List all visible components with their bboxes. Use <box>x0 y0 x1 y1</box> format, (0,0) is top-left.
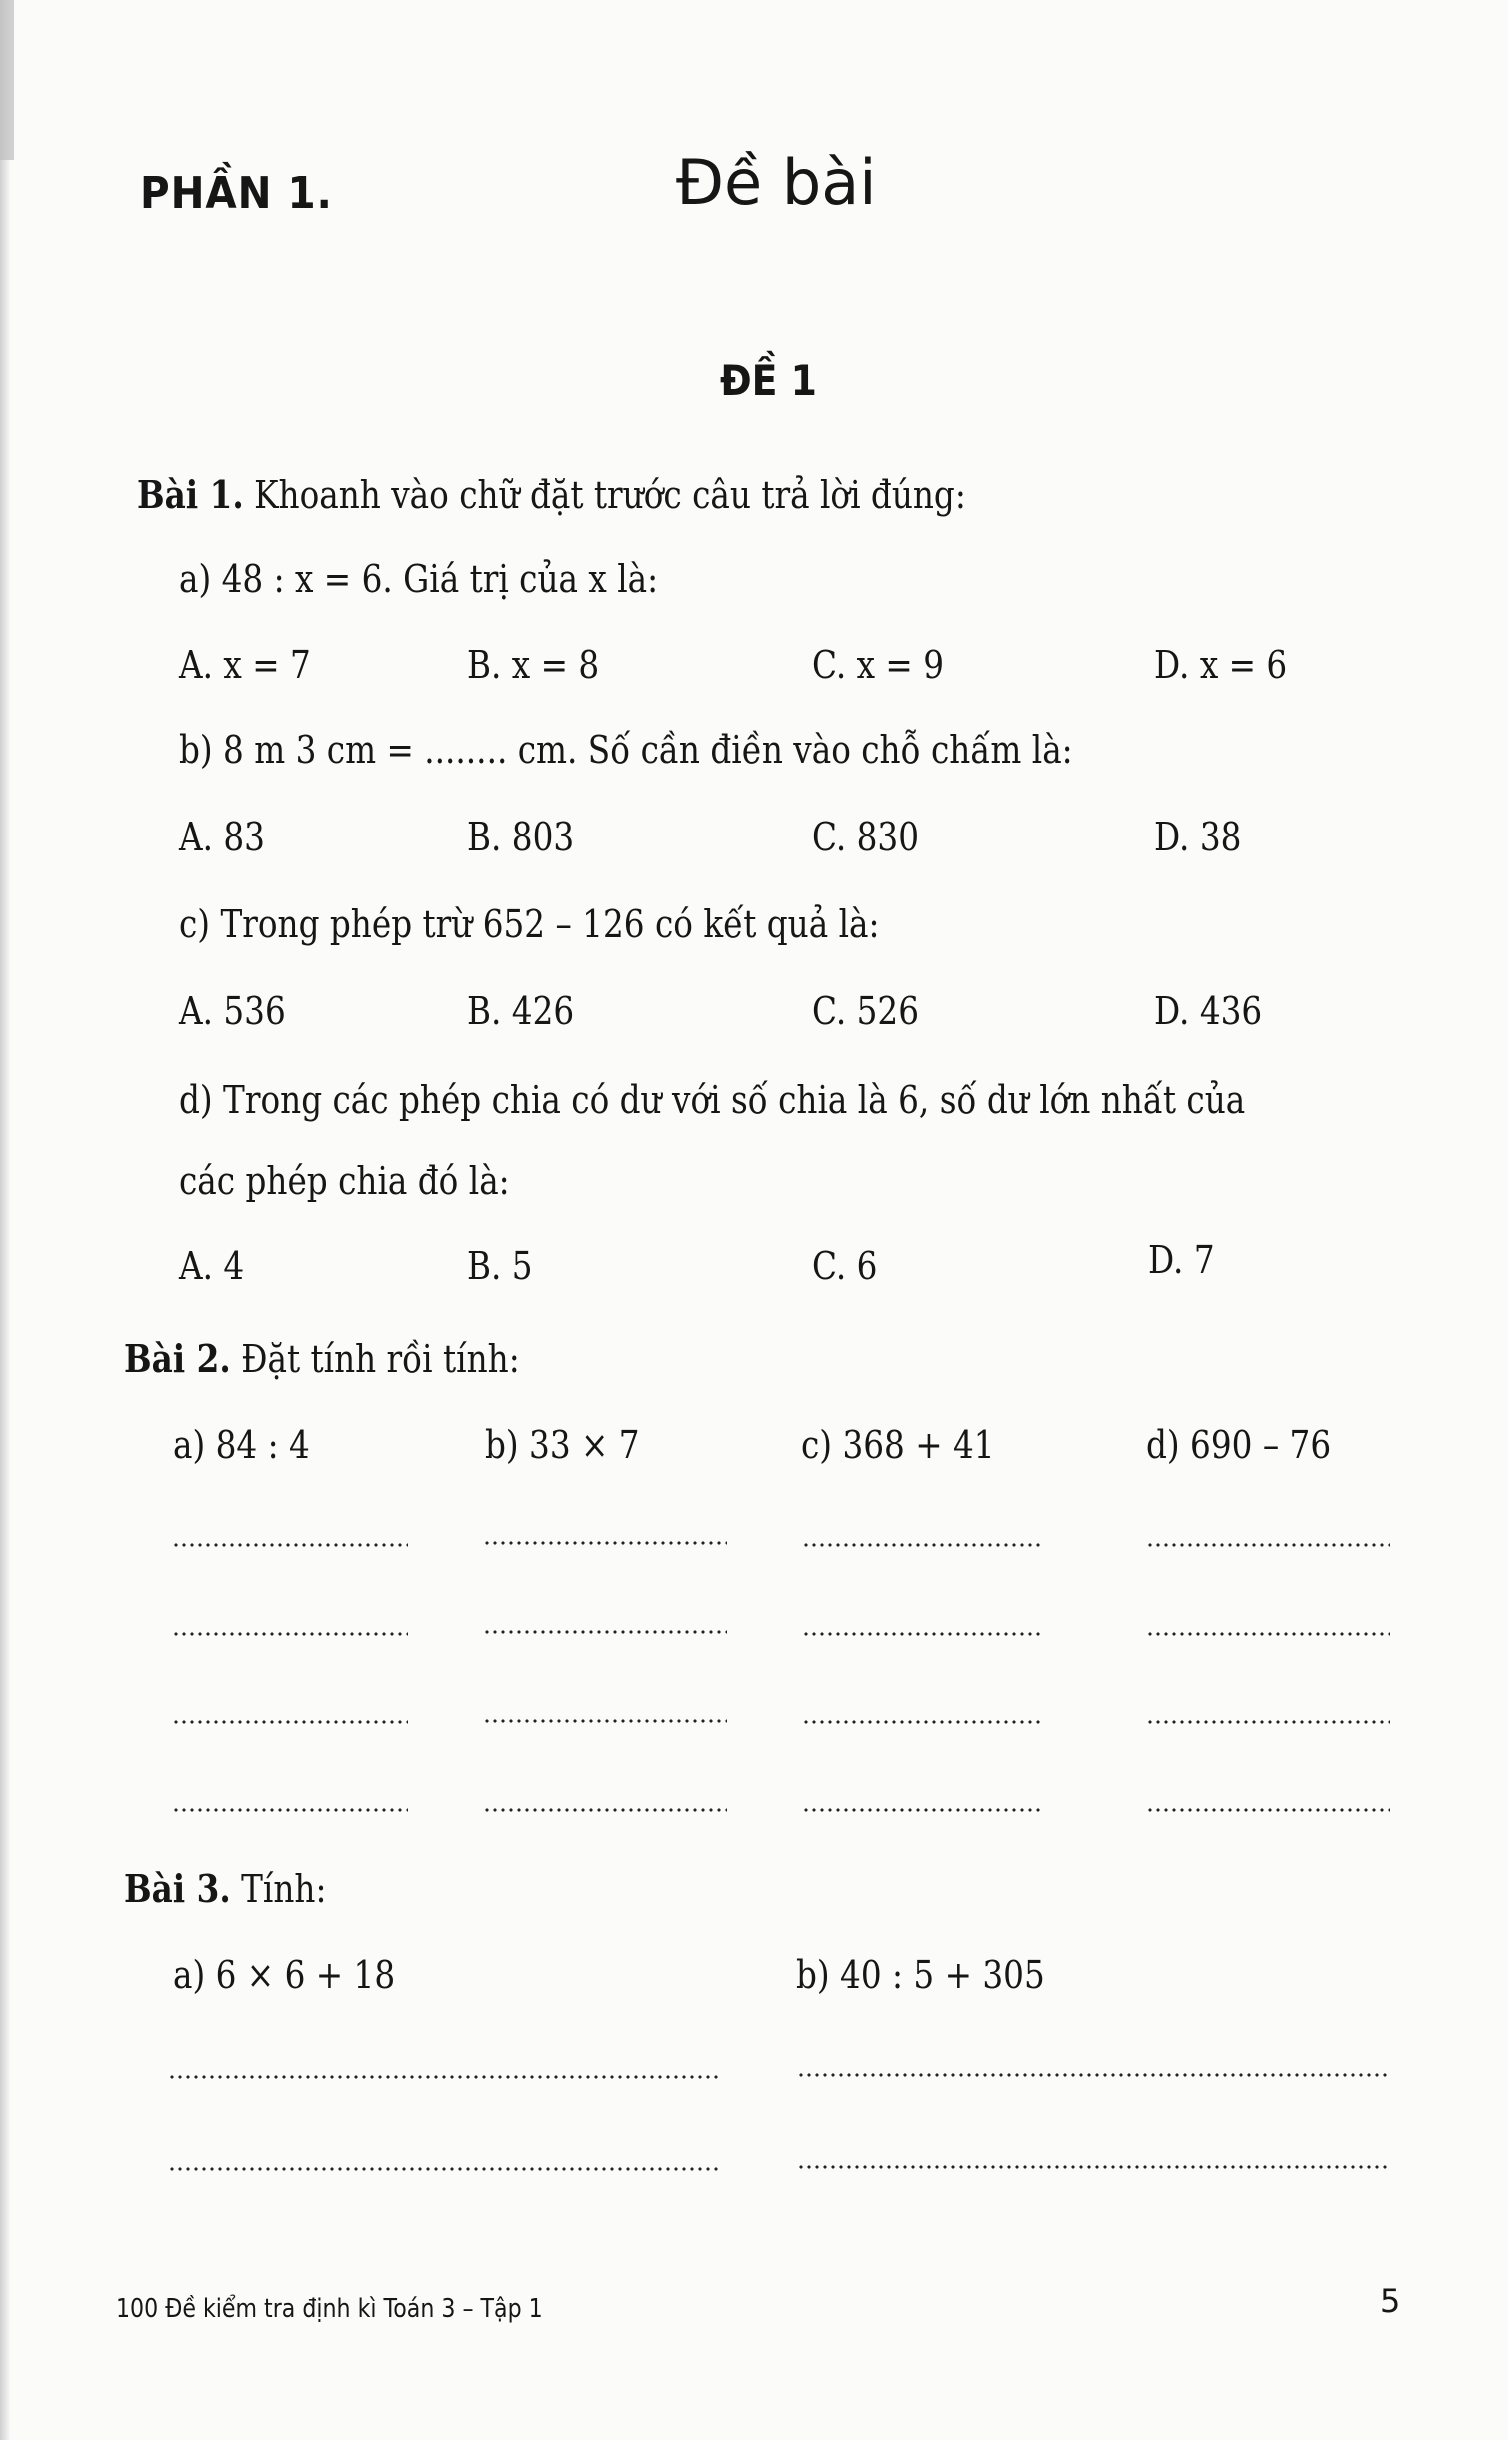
question-d: d) Trong các phép chia có dư với số chia là 6, số dư lớn nhất của <box>179 1078 1246 1122</box>
answer-line[interactable] <box>802 1632 1040 1636</box>
page-number: 5 <box>1380 2282 1401 2320</box>
part-label: PHẦN 1. <box>140 168 333 219</box>
answer-line[interactable] <box>172 1808 408 1812</box>
answer-line[interactable] <box>802 1720 1040 1724</box>
page-edge-shadow <box>0 0 14 160</box>
question-b: b) 8 m 3 cm = ........ cm. Số cần điền vào chỗ chấm là: <box>179 728 1073 772</box>
bai2-item-c: c) 368 + 41 <box>801 1423 995 1467</box>
answer-line[interactable] <box>1146 1543 1390 1547</box>
option-d-A[interactable]: A. 4 <box>179 1244 245 1288</box>
book-title-footer: 100 Đề kiểm tra định kì Toán 3 – Tập 1 <box>116 2294 543 2324</box>
option-c-D[interactable]: D. 436 <box>1154 989 1263 1033</box>
bai2-heading-line <box>124 1336 520 1381</box>
bai3-instruction: Tính: <box>241 1867 327 1911</box>
option-a-C[interactable]: C. x = 9 <box>812 643 944 687</box>
bai3-item-b: b) 40 : 5 + 305 <box>796 1953 1045 1997</box>
answer-line[interactable] <box>172 1543 408 1547</box>
answer-line[interactable] <box>1146 1720 1390 1724</box>
part-title: Đề bài <box>676 146 877 219</box>
answer-line[interactable] <box>802 1543 1040 1547</box>
option-a-D[interactable]: D. x = 6 <box>1154 643 1288 687</box>
option-d-C[interactable]: C. 6 <box>812 1244 878 1288</box>
option-b-C[interactable]: C. 830 <box>812 815 920 859</box>
option-d-D[interactable]: D. 7 <box>1148 1238 1215 1282</box>
option-b-A[interactable]: A. 83 <box>179 815 265 859</box>
answer-line[interactable] <box>172 1632 408 1636</box>
answer-line[interactable] <box>172 1720 408 1724</box>
option-b-D[interactable]: D. 38 <box>1154 815 1242 859</box>
bai2-item-a: a) 84 : 4 <box>173 1423 310 1467</box>
question-c: c) Trong phép trừ 652 – 126 có kết quả là: <box>179 902 880 946</box>
bai1-heading: Bài 1. <box>137 472 244 517</box>
answer-line[interactable] <box>483 1630 727 1634</box>
bai2-item-d: d) 690 – 76 <box>1146 1423 1332 1467</box>
option-d-B[interactable]: B. 5 <box>467 1244 533 1288</box>
option-a-A[interactable]: A. x = 7 <box>179 643 311 687</box>
bai2-heading: Bài 2. <box>124 1336 231 1381</box>
answer-line[interactable] <box>797 2165 1389 2169</box>
page-left-edge <box>0 0 10 2440</box>
answer-line[interactable] <box>168 2075 718 2079</box>
answer-line[interactable] <box>168 2167 718 2171</box>
question-d-continued: các phép chia đó là: <box>179 1159 510 1203</box>
bai3-heading: Bài 3. <box>124 1866 231 1911</box>
bai1-instruction: Khoanh vào chữ đặt trước câu trả lời đúng: <box>254 473 966 517</box>
answer-line[interactable] <box>483 1719 727 1723</box>
option-b-B[interactable]: B. 803 <box>467 815 575 859</box>
answer-line[interactable] <box>1146 1808 1390 1812</box>
option-c-B[interactable]: B. 426 <box>467 989 575 1033</box>
answer-line[interactable] <box>802 1808 1040 1812</box>
bai3-item-a: a) 6 × 6 + 18 <box>173 1953 396 1997</box>
option-c-C[interactable]: C. 526 <box>812 989 920 1033</box>
bai3-heading-line <box>124 1866 326 1911</box>
answer-line[interactable] <box>483 1541 727 1545</box>
answer-line[interactable] <box>797 2073 1389 2077</box>
option-a-B[interactable]: B. x = 8 <box>467 643 600 687</box>
answer-line[interactable] <box>1146 1632 1390 1636</box>
bai2-item-b: b) 33 × 7 <box>485 1423 640 1467</box>
option-c-A[interactable]: A. 536 <box>179 989 286 1033</box>
question-a: a) 48 : x = 6. Giá trị của x là: <box>179 557 659 601</box>
exam-title: ĐỀ 1 <box>720 356 817 405</box>
bai1-heading-line <box>137 472 966 517</box>
answer-line[interactable] <box>483 1808 727 1812</box>
bai2-instruction: Đặt tính rồi tính: <box>241 1337 520 1381</box>
